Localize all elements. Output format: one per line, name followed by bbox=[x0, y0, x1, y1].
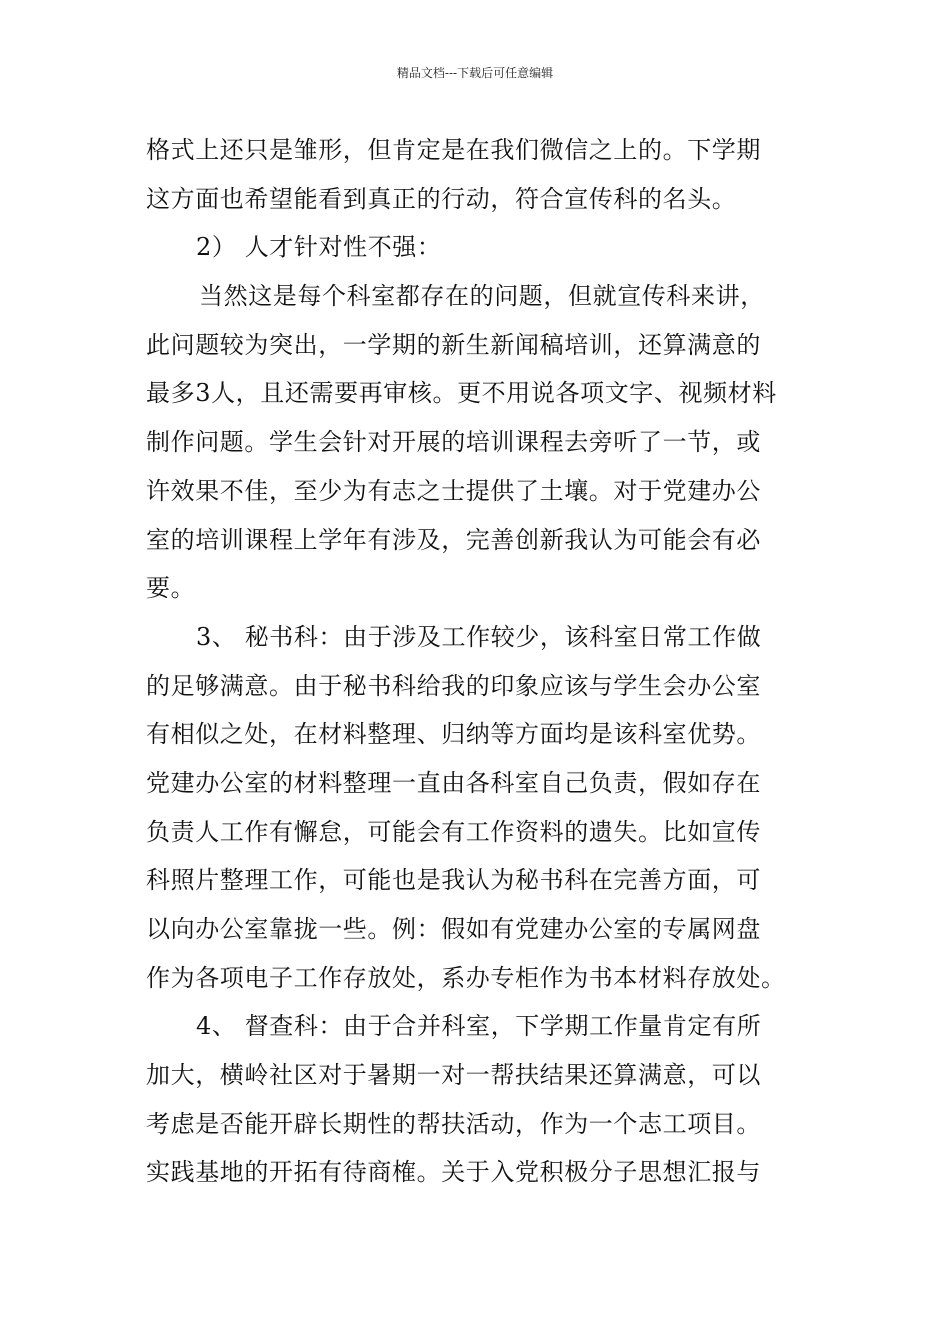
text-line: 最多3人，且还需要再审核。更不用说各项文字、视频材料 bbox=[146, 379, 777, 408]
text-line: 以向办公室靠拢一些。例：假如有党建办公室的专属网盘 bbox=[146, 915, 761, 943]
text-line: 此问题较为突出，一学期的新生新闻稿培训，还算满意的 bbox=[146, 330, 761, 359]
page-header: 精品文档---下载后可任意编辑 bbox=[396, 66, 554, 80]
text-line: 实践基地的开拓有待商榷。关于入党积极分子思想汇报与 bbox=[146, 1158, 761, 1187]
text-line: 考虑是否能开辟长期性的帮扶活动，作为一个志工项目。 bbox=[146, 1109, 761, 1138]
text-line: 要。 bbox=[146, 574, 196, 603]
text-line: 格式上还只是雏形，但肯定是在我们微信之上的。下学期 bbox=[146, 136, 761, 164]
text-line: 许效果不佳，至少为有志之士提供了土壤。对于党建办公 bbox=[146, 476, 761, 505]
text-line: 4、 督查科：由于合并科室，下学期工作量肯定有所 bbox=[196, 1012, 762, 1041]
text-line: 科照片整理工作，可能也是我认为秘书科在完善方面，可 bbox=[146, 866, 761, 895]
text-line: 室的培训课程上学年有涉及，完善创新我认为可能会有必 bbox=[146, 525, 761, 554]
document-body bbox=[146, 126, 811, 1197]
text-line: 当然这是每个科室都存在的问题，但就宣传科来讲， bbox=[199, 282, 765, 311]
text-line: 有相似之处，在材料整理、归纳等方面均是该科室优势。 bbox=[146, 720, 761, 749]
text-line: 作为各项电子工作存放处，系办专柜作为书本材料存放处。 bbox=[146, 963, 786, 992]
section-heading: 2） 人才针对性不强： bbox=[196, 233, 442, 262]
text-line: 党建办公室的材料整理一直由各科室自己负责，假如存在 bbox=[146, 768, 761, 797]
text-line: 3、 秘书科：由于涉及工作较少，该科室日常工作做 bbox=[196, 622, 762, 651]
text-line: 制作问题。学生会针对开展的培训课程去旁听了一节，或 bbox=[146, 428, 761, 457]
text-line: 加大，横岭社区对于暑期一对一帮扶结果还算满意，可以 bbox=[146, 1061, 761, 1090]
text-line: 的足够满意。由于秘书科给我的印象应该与学生会办公室 bbox=[146, 671, 761, 700]
text-line: 这方面也希望能看到真正的行动，符合宣传科的名头。 bbox=[146, 184, 737, 213]
text-line: 负责人工作有懈怠，可能会有工作资料的遗失。比如宣传 bbox=[146, 817, 761, 846]
